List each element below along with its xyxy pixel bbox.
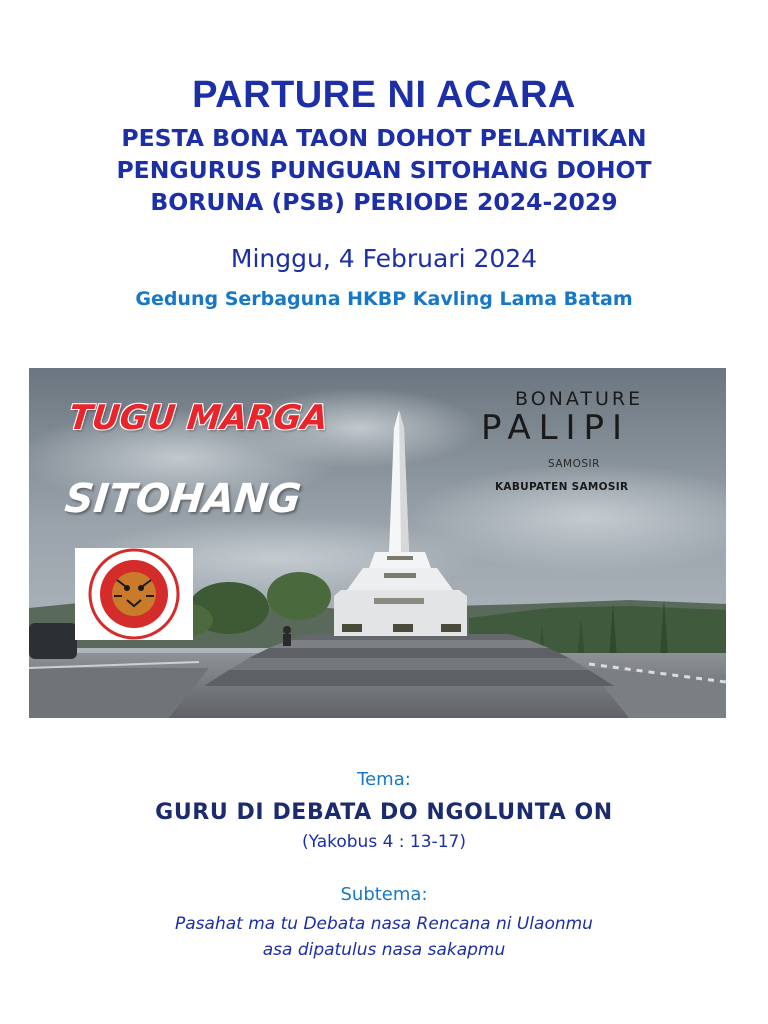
tema-label: Tema: [357,769,411,790]
event-subtitle [40,122,728,218]
tema-verse: (Yakobus 4 : 13-17) [302,832,466,852]
subtitle-line: PESTA BONA TAON DOHOT PELANTIKAN [121,124,647,152]
overlay-tugu-marga: TUGU MARGA [66,398,330,438]
subtitle-line: BORUNA (PSB) PERIODE 2024-2029 [150,188,618,216]
tema-text: GURU DI DEBATA DO NGOLUNTA ON [155,800,613,825]
overlay-samosir: SAMOSIR [548,458,600,470]
subtitle-line: PENGURUS PUNGUAN SITOHANG DOHOT [116,156,652,184]
psb-logo-icon [75,548,193,640]
monument-photo [29,368,726,718]
event-date: Minggu, 4 Februari 2024 [230,244,538,273]
overlay-sitohang: SITOHANG [62,476,304,522]
subtema-line: Pasahat ma tu Debata nasa Rencana ni Ulaonmu [175,914,593,934]
overlay-palipi: PALIPI [481,408,631,448]
subtema-label: Subtema: [340,884,428,905]
page-title: PARTURE NI ACARA [192,74,576,116]
overlay-bonature: BONATURE [515,388,644,410]
subtema-line: asa dipatulus nasa sakapmu [262,940,506,960]
event-venue: Gedung Serbaguna HKBP Kavling Lama Batam [135,288,633,310]
overlay-kabupaten: KABUPATEN SAMOSIR [495,481,629,493]
